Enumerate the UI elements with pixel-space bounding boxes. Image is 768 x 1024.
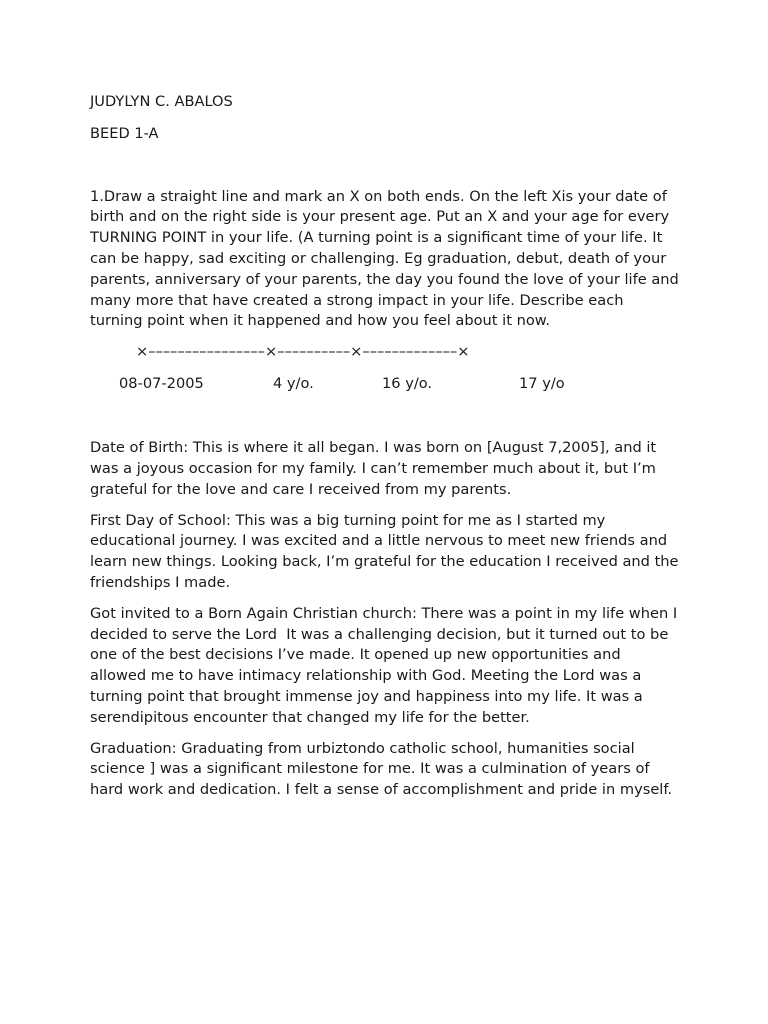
instructions-paragraph: 1.Draw a straight line and mark an X on both ends. On the left Xis your date of birth and on the right side is your present age. Put an X and your age for every TURNING POINT in your life. (A turning point is a significant time of your life. It can be happy, sad exciting or challenging. Eg graduation, debut, death of your parents, anniversary of your parents, the day you found the love of your life and many more that have created a strong impact in your life. Describe each turning point when it happened and how you feel about it now. <box>90 187 684 330</box>
timeline-label-age-17: 17 y/o <box>519 375 565 393</box>
turning-point-school: First Day of School: This was a big turning point for me as I started my educational journey. I was excited and a little nervous to meet new friends and learn new things. Looking back, I’m grateful for the education I received and the friendships I made. <box>90 511 684 591</box>
timeline-label-age-16: 16 y/o. <box>382 375 433 393</box>
student-name: JUDYLYN C. ABALOS <box>90 93 233 110</box>
spacer <box>90 406 680 438</box>
turning-point-church: Got invited to a Born Again Christian church: There was a point in my life when I decided to serve the Lord It was a challenging decision, but it turned out to be one of the best decisions I’ve made. It opened up new opportunities and allowed me to have intimacy relationship with God. Meeting the Lord was a turning point that brought immense joy and happiness into my life. It was a serendipitous encounter that changed my life for the better. <box>90 604 682 726</box>
turning-point-birth: Date of Birth: This is where it all began. I was born on [August 7,2005], and it was a joyous occasion for my family. I can’t remember much about it, but I’m grateful for the love and care I received from my parents. <box>90 439 661 498</box>
document-page <box>90 92 684 811</box>
timeline <box>90 342 680 406</box>
timeline-line: ×––––––––––––––––×––––––––––×–––––––––––––× <box>136 343 470 361</box>
turning-point-graduation: Graduation: Graduating from urbiztondo catholic school, humanities social science ] was a significant milestone for me. It was a culmination of years of hard work and dedication. I felt a sense of accomplishment and pride in myself. <box>90 739 673 799</box>
timeline-label-age-4: 4 y/o. <box>273 375 314 393</box>
timeline-label-birth: 08-07-2005 <box>119 375 204 393</box>
student-class: BEED 1-A <box>90 124 159 142</box>
